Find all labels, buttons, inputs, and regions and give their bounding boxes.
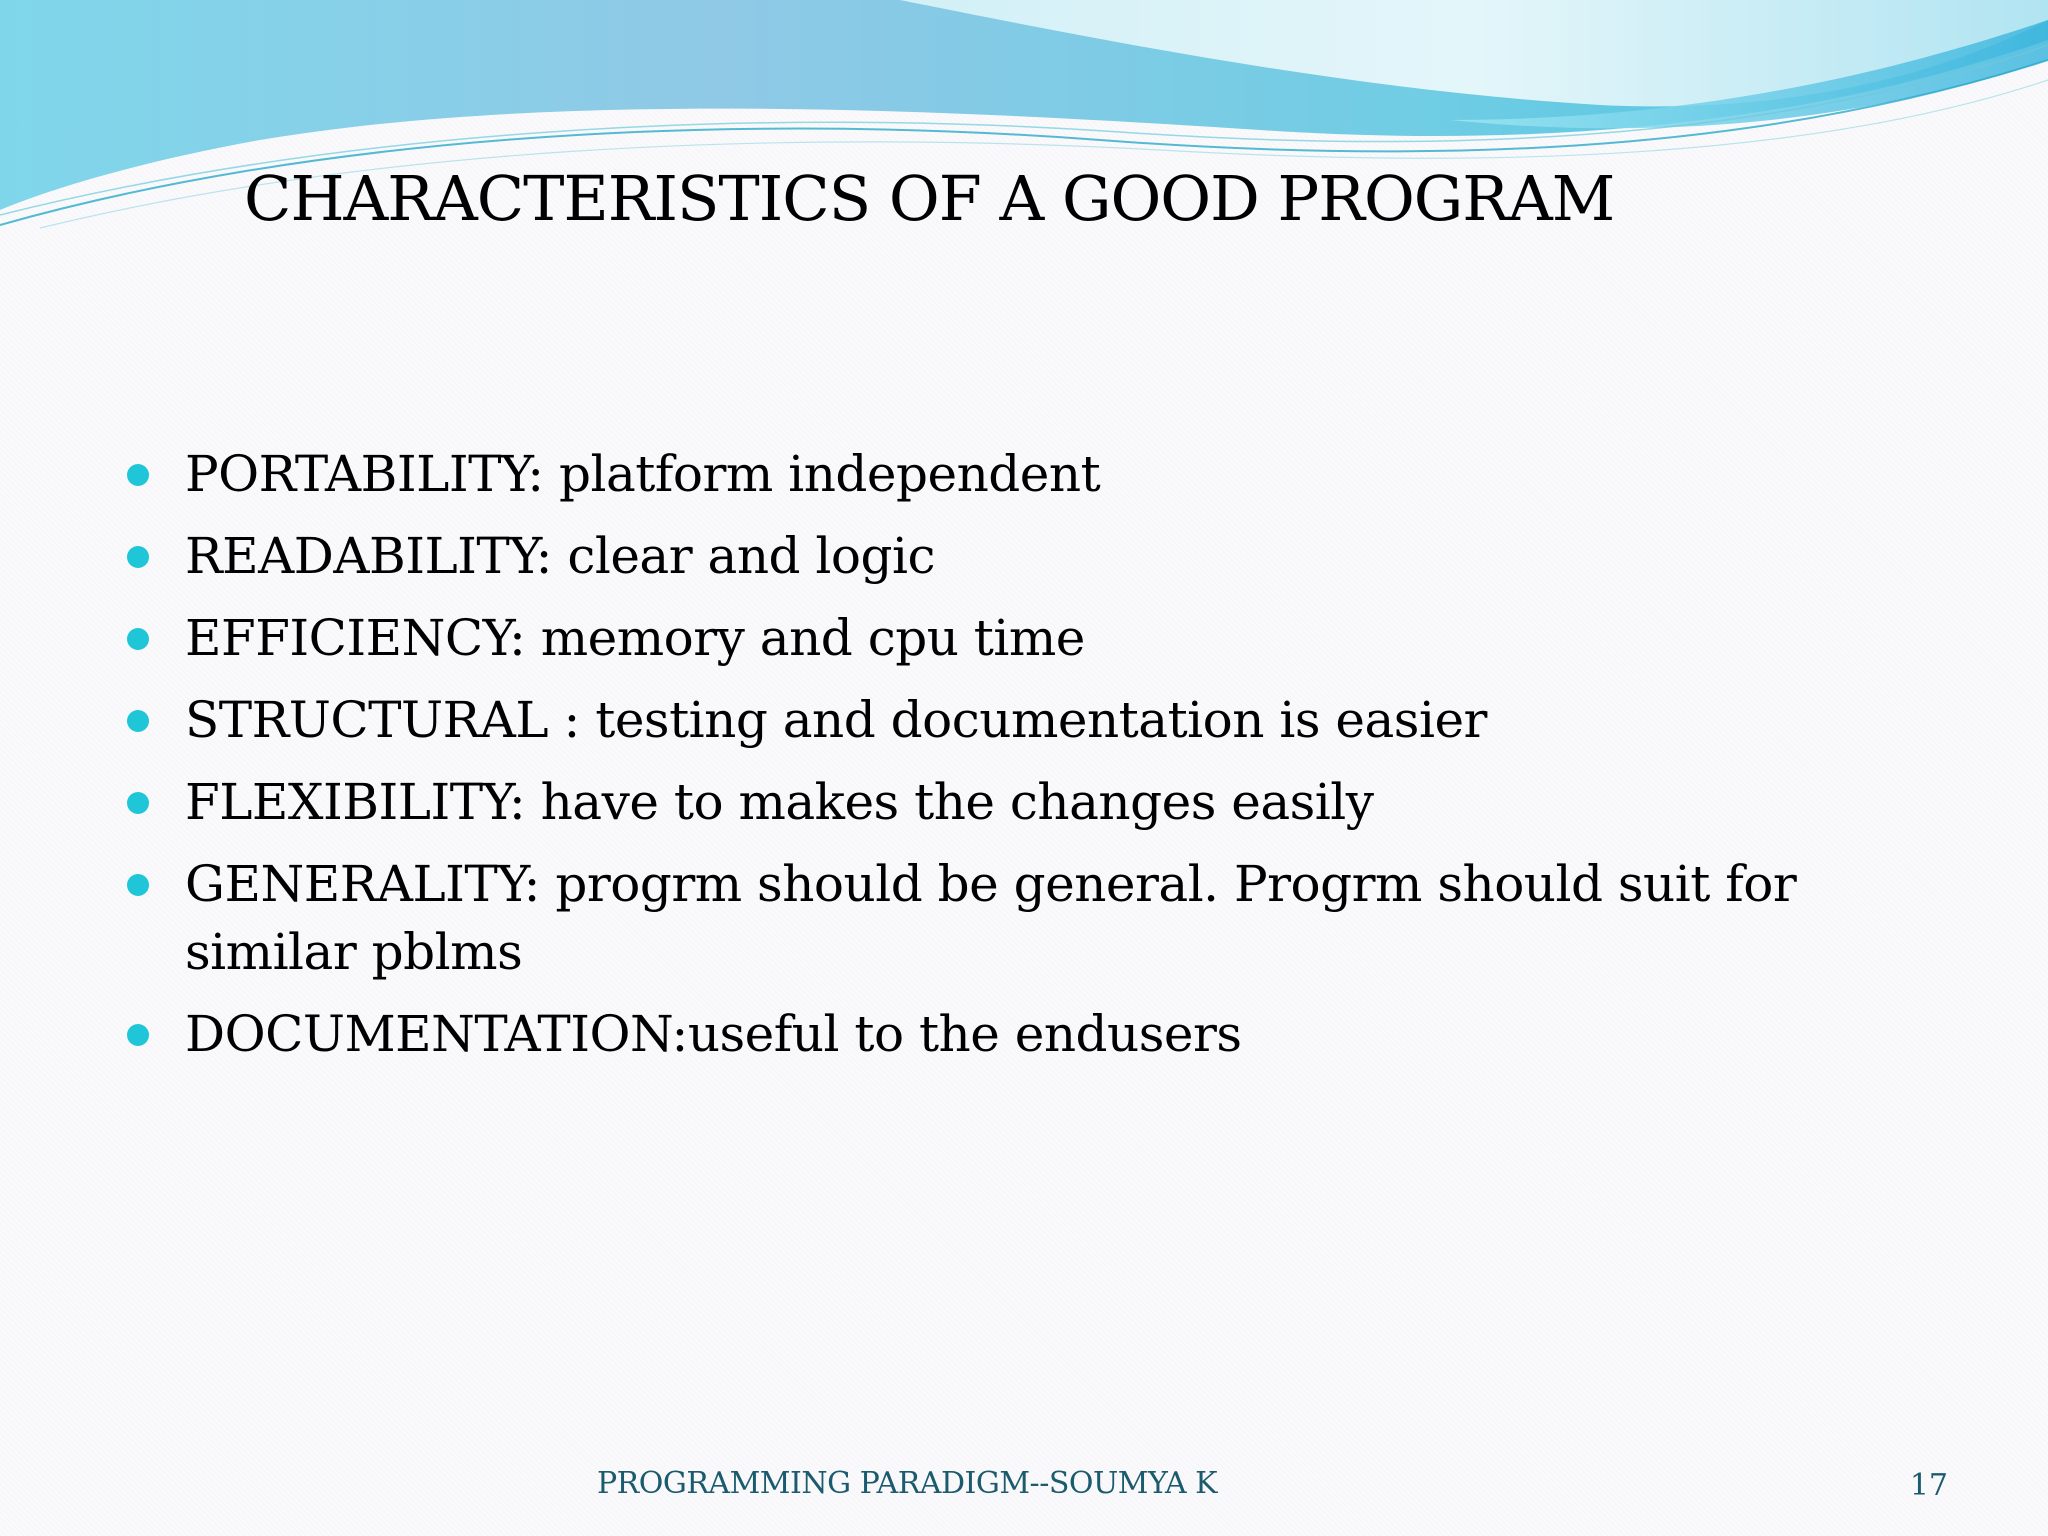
bullet-dot-icon <box>127 710 149 732</box>
bullet-text: FLEXIBILITY: have to makes the changes easily <box>185 773 1374 831</box>
bullet-item <box>127 1000 1947 1068</box>
bullet-text: READABILITY: clear and logic <box>185 527 936 585</box>
slide-title: CHARACTERISTICS OF A GOOD PROGRAM <box>244 162 1615 235</box>
bullet-item <box>127 440 1947 508</box>
bullet-item <box>127 604 1947 672</box>
bullet-dot-icon <box>127 628 149 650</box>
bullet-text: GENERALITY: progrm should be general. Progrm should suit for similar pblms <box>185 855 1797 981</box>
bullet-text: PORTABILITY: platform independent <box>185 445 1101 503</box>
bullet-dot-icon <box>127 874 149 896</box>
bullet-text: DOCUMENTATION:useful to the endusers <box>185 1005 1242 1063</box>
bullet-text: STRUCTURAL : testing and documentation is easier <box>185 691 1487 749</box>
bullet-item <box>127 768 1947 836</box>
bullet-list <box>127 440 1947 1082</box>
bullet-text: EFFICIENCY: memory and cpu time <box>185 609 1085 667</box>
bullet-dot-icon <box>127 792 149 814</box>
bullet-dot-icon <box>127 464 149 486</box>
slide-footer: PROGRAMMING PARADIGM--SOUMYA K <box>597 1466 1218 1501</box>
bullet-item <box>127 850 1947 986</box>
bullet-item <box>127 522 1947 590</box>
page-number: 17 <box>1909 1468 1948 1503</box>
bullet-item <box>127 686 1947 754</box>
bullet-dot-icon <box>127 1024 149 1046</box>
bullet-dot-icon <box>127 546 149 568</box>
